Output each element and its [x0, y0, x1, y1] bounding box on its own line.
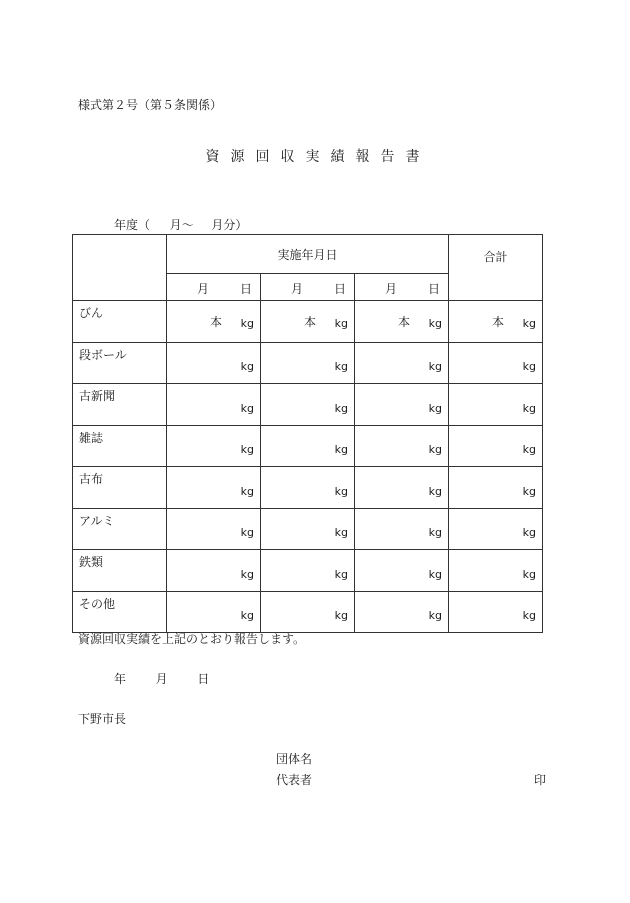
addressee: 下野市長 [78, 712, 127, 726]
weight-unit: kg [334, 443, 348, 456]
value-cell [261, 384, 355, 426]
report-date-month: 月 [155, 672, 168, 686]
total-cell [449, 301, 543, 343]
weight-unit: kg [522, 567, 536, 581]
weight-unit: kg [522, 401, 536, 415]
report-date-year: 年 [114, 672, 127, 686]
total-cell [449, 384, 543, 426]
value-cell [261, 467, 355, 509]
representative-label: 代表者 [276, 773, 313, 787]
date-cell-2 [261, 274, 355, 301]
item-label: 古新聞 [73, 384, 167, 426]
item-label: 雑誌 [73, 425, 167, 467]
period-year-label: 年度（ [114, 218, 151, 232]
table-row [73, 508, 543, 550]
value-cell [355, 550, 449, 592]
value-cell [167, 591, 261, 633]
table-row [73, 467, 543, 509]
value-cell [355, 384, 449, 426]
weight-unit: kg [334, 360, 348, 373]
value-cell [261, 301, 355, 343]
item-label: びん [73, 301, 167, 343]
table-row [73, 301, 543, 343]
table-row [73, 550, 543, 592]
value-cell [355, 591, 449, 633]
total-cell [449, 342, 543, 384]
value-cell [355, 425, 449, 467]
weight-unit: kg [240, 401, 254, 415]
period-month-from: 月〜 [169, 218, 194, 232]
total-cell [449, 550, 543, 592]
total-header: 合計 [449, 235, 543, 301]
report-date [114, 670, 209, 687]
table-row [73, 591, 543, 633]
date-cell-1 [167, 274, 261, 301]
period-month-to: 月分） [211, 218, 248, 232]
weight-unit: kg [428, 401, 442, 415]
group-name-label: 団体名 [276, 752, 313, 766]
date-day-label: 日 [427, 282, 440, 296]
table-row [73, 425, 543, 467]
weight-unit: kg [428, 484, 442, 498]
value-cell [261, 591, 355, 633]
seal-mark: 印 [534, 773, 547, 787]
weight-unit: kg [522, 360, 536, 373]
value-cell [167, 301, 261, 343]
document-title: 資源回収実績報告書 [205, 149, 431, 165]
weight-unit: kg [522, 443, 536, 456]
weight-unit: kg [428, 316, 442, 330]
weight-unit: kg [334, 316, 348, 330]
value-cell [261, 508, 355, 550]
value-cell [355, 467, 449, 509]
weight-unit: kg [240, 567, 254, 581]
weight-unit: kg [240, 443, 254, 456]
weight-unit: kg [240, 316, 254, 330]
value-cell [261, 550, 355, 592]
weight-unit: kg [334, 567, 348, 581]
total-cell [449, 508, 543, 550]
date-day-label: 日 [239, 282, 252, 296]
item-label: アルミ [73, 508, 167, 550]
item-label: 古布 [73, 467, 167, 509]
value-cell [355, 508, 449, 550]
item-header-cell [73, 235, 167, 301]
weight-unit: kg [428, 526, 442, 539]
date-cell-3 [355, 274, 449, 301]
reporting-period [114, 216, 247, 233]
date-month-label: 月 [385, 282, 398, 296]
count-unit: 本 [491, 314, 504, 329]
weight-unit: kg [522, 609, 536, 622]
weight-unit: kg [240, 360, 254, 373]
count-unit: 本 [209, 314, 222, 329]
item-label: その他 [73, 591, 167, 633]
weight-unit: kg [522, 316, 536, 330]
collection-report-table [72, 234, 543, 633]
weight-unit: kg [334, 609, 348, 622]
report-date-day: 日 [197, 672, 210, 686]
total-cell [449, 591, 543, 633]
weight-unit: kg [334, 526, 348, 539]
weight-unit: kg [240, 526, 254, 539]
value-cell [167, 467, 261, 509]
value-cell [355, 301, 449, 343]
date-day-label: 日 [333, 282, 346, 296]
total-cell [449, 425, 543, 467]
count-unit: 本 [397, 314, 410, 329]
weight-unit: kg [522, 526, 536, 539]
report-statement: 資源回収実績を上記のとおり報告します。 [78, 632, 306, 646]
date-month-label: 月 [197, 282, 210, 296]
weight-unit: kg [240, 609, 254, 622]
count-unit: 本 [303, 314, 316, 329]
item-label: 段ボール [73, 342, 167, 384]
value-cell [167, 384, 261, 426]
value-cell [355, 342, 449, 384]
weight-unit: kg [428, 567, 442, 581]
total-cell [449, 467, 543, 509]
value-cell [261, 425, 355, 467]
item-label: 鉄類 [73, 550, 167, 592]
weight-unit: kg [334, 401, 348, 415]
implementation-date-header: 実施年月日 [167, 235, 449, 274]
weight-unit: kg [334, 484, 348, 498]
value-cell [167, 425, 261, 467]
value-cell [261, 342, 355, 384]
weight-unit: kg [240, 484, 254, 498]
value-cell [167, 550, 261, 592]
weight-unit: kg [428, 443, 442, 456]
table-row [73, 384, 543, 426]
form-number: 様式第２号（第５条関係） [78, 98, 223, 112]
weight-unit: kg [522, 484, 536, 498]
weight-unit: kg [428, 360, 442, 373]
value-cell [167, 342, 261, 384]
table-row [73, 342, 543, 384]
weight-unit: kg [428, 609, 442, 622]
date-month-label: 月 [291, 282, 304, 296]
value-cell [167, 508, 261, 550]
